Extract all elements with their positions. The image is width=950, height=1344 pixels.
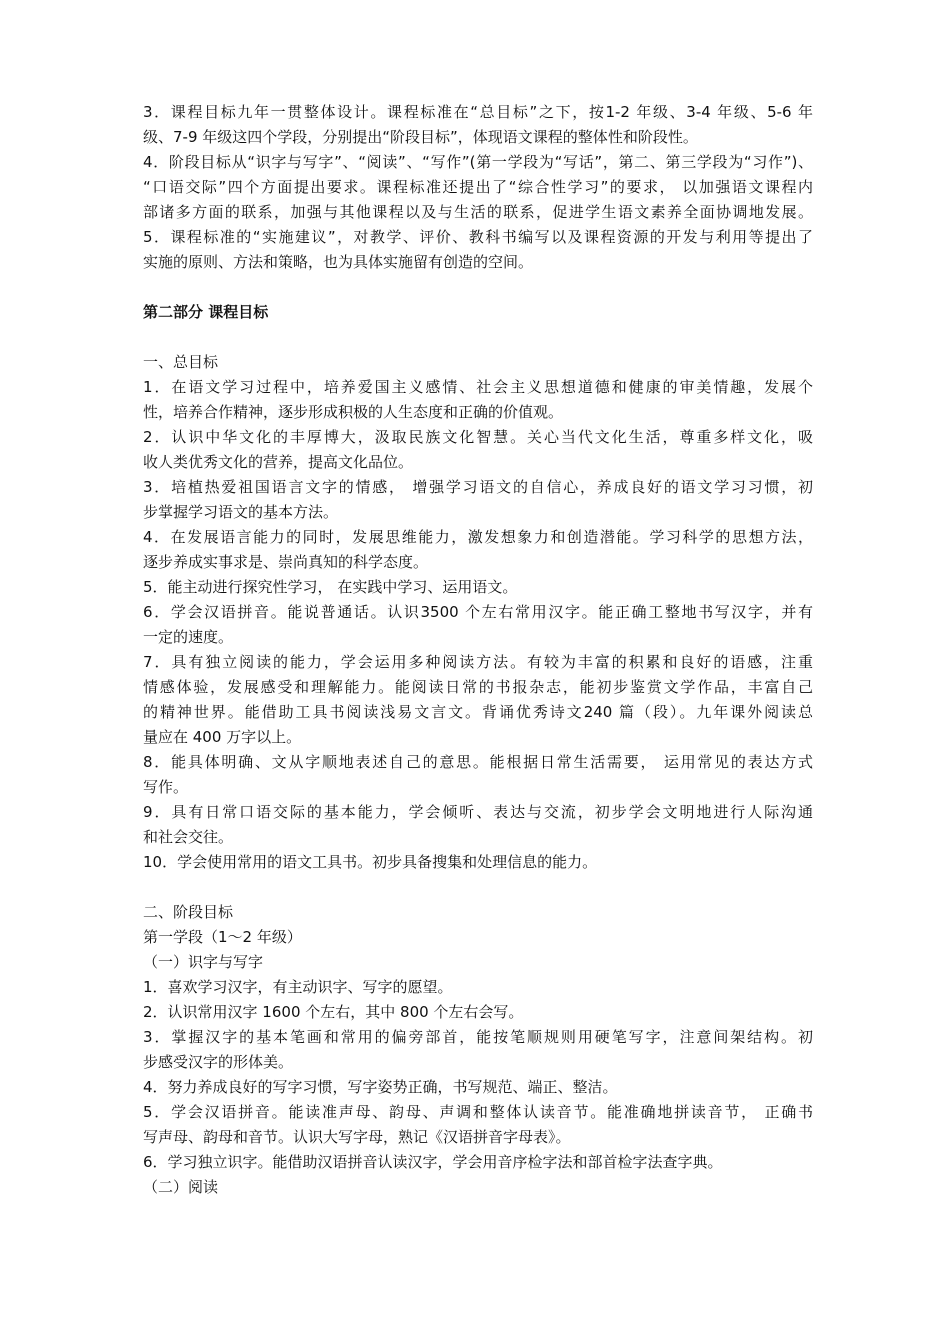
spacer xyxy=(143,875,813,900)
subsection-title: （二）阅读 xyxy=(143,1178,219,1196)
goal-line: 写作。 xyxy=(143,778,189,796)
intro-line: 级、7-9 年级这四个学段，分别提出“阶段目标”，体现语文课程的整体性和阶段性。 xyxy=(143,128,698,146)
goal-line: 5．能主动进行探究性学习， 在实践中学习、运用语文。 xyxy=(143,578,518,596)
stage-title: 第一学段（1～2 年级） xyxy=(143,928,302,946)
intro-section xyxy=(143,100,813,275)
goal-line: 4．在发展语言能力的同时，发展思维能力，激发想象力和创造潜能。学习科学的思想方法， xyxy=(143,528,813,546)
intro-line: 5．课程标准的“实施建议”，对教学、评价、教科书编写以及课程资源的开发与利用等提出了 xyxy=(143,228,813,246)
goal-line: 和社会交往。 xyxy=(143,828,234,846)
goal-line: 3．培植热爱祖国语言文字的情感， 增强学习语文的自信心，养成良好的语文学习习惯，初 xyxy=(143,478,813,496)
goal-line: 的精神世界。能借助工具书阅读浅易文言文。背诵优秀诗文240 篇（段）。九年课外阅读总 xyxy=(143,703,813,721)
literacy-line: 3．掌握汉字的基本笔画和常用的偏旁部首，能按笔顺规则用硬笔写字，注意间架结构。初 xyxy=(143,1028,813,1046)
goal-line: 性，培养合作精神，逐步形成积极的人生态度和正确的价值观。 xyxy=(143,403,564,421)
intro-line: 4．阶段目标从“识字与写字”、“阅读”、“写作”(第一学段为“写话”，第二、第三学段为“习作”)、 xyxy=(143,153,813,171)
intro-line: 3．课程目标九年一贯整体设计。课程标准在“总目标”之下，按1-2 年级、3-4 年级、5-6 年 xyxy=(143,103,813,121)
spacer xyxy=(143,325,813,350)
intro-line: “口语交际”四个方面提出要求。课程标准还提出了“综合性学习”的要求， 以加强语文课程内 xyxy=(143,178,813,196)
literacy-line: 5．学会汉语拼音。能读准声母、韵母、声调和整体认读音节。能准确地拼读音节， 正确书 xyxy=(143,1103,813,1121)
stage-goals-section xyxy=(143,900,813,1200)
goal-line: 情感体验，发展感受和理解能力。能阅读日常的书报杂志，能初步鉴赏文学作品，丰富自己 xyxy=(143,678,813,696)
intro-line: 部诸多方面的联系，加强与其他课程以及与生活的联系，促进学生语文素养全面协调地发展。 xyxy=(143,203,813,221)
intro-line: 实施的原则、方法和策略，也为具体实施留有创造的空间。 xyxy=(143,253,534,271)
goal-line: 一定的速度。 xyxy=(143,628,234,646)
literacy-line: 2．认识常用汉字 1600 个左右，其中 800 个左右会写。 xyxy=(143,1003,524,1021)
literacy-line: 6．学习独立识字。能借助汉语拼音认读汉字，学会用音序检字法和部首检字法查字典。 xyxy=(143,1153,723,1171)
goal-line: 收人类优秀文化的营养，提高文化品位。 xyxy=(143,453,414,471)
goal-line: 步掌握学习语文的基本方法。 xyxy=(143,503,339,521)
literacy-line: 1．喜欢学习汉字，有主动识字、写字的愿望。 xyxy=(143,978,453,996)
section-title: 一、总目标 xyxy=(143,353,219,371)
spacer xyxy=(143,275,813,300)
goal-line: 逐步养成实事求是、崇尚真知的科学态度。 xyxy=(143,553,429,571)
goal-line: 10．学会使用常用的语文工具书。初步具备搜集和处理信息的能力。 xyxy=(143,853,598,871)
goal-line: 7．具有独立阅读的能力，学会运用多种阅读方法。有较为丰富的积累和良好的语感，注重 xyxy=(143,653,813,671)
literacy-line: 4．努力养成良好的写字习惯，写字姿势正确，书写规范、端正、整洁。 xyxy=(143,1078,618,1096)
goal-line: 6．学会汉语拼音。能说普通话。认识3500 个左右常用汉字。能正确工整地书写汉字，并有 xyxy=(143,603,813,621)
part-title: 第二部分 课程目标 xyxy=(143,303,269,321)
goal-line: 1．在语文学习过程中，培养爱国主义感情、社会主义思想道德和健康的审美情趣，发展个 xyxy=(143,378,813,396)
goal-line: 2．认识中华文化的丰厚博大，汲取民族文化智慧。关心当代文化生活，尊重多样文化，吸 xyxy=(143,428,813,446)
section-title: 二、阶段目标 xyxy=(143,903,234,921)
document-page xyxy=(143,100,813,1200)
goal-line: 9．具有日常口语交际的基本能力，学会倾听、表达与交流，初步学会文明地进行人际沟通 xyxy=(143,803,813,821)
goal-line: 量应在 400 万字以上。 xyxy=(143,728,302,746)
goal-line: 8．能具体明确、文从字顺地表述自己的意思。能根据日常生活需要， 运用常见的表达方式 xyxy=(143,753,813,771)
literacy-line: 写声母、韵母和音节。认识大写字母，熟记《汉语拼音字母表》。 xyxy=(143,1128,571,1146)
literacy-line: 步感受汉字的形体美。 xyxy=(143,1053,294,1071)
overall-goals-section xyxy=(143,350,813,875)
subsection-title: （一）识字与写字 xyxy=(143,953,264,971)
